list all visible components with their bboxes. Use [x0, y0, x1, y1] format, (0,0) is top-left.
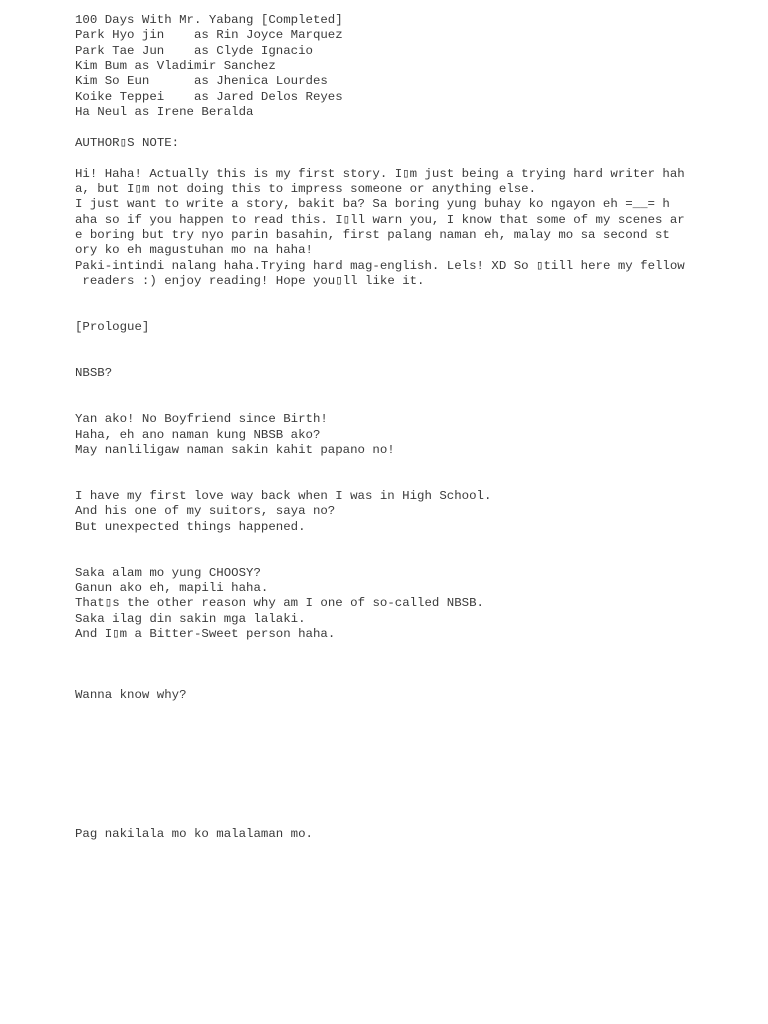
cast-line: Park Tae Jun as Clyde Ignacio: [75, 44, 313, 58]
authors-note-line: e boring but try nyo parin basahin, first palang naman eh, malay mo sa second st: [75, 228, 670, 242]
prologue-heading: [Prologue]: [75, 320, 150, 334]
prologue-line: Ganun ako eh, mapili haha.: [75, 581, 269, 595]
prologue-line: But unexpected things happened.: [75, 520, 306, 534]
nbsb-line: NBSB?: [75, 366, 113, 380]
prologue-line: And I▯m a Bitter-Sweet person haha.: [75, 627, 336, 641]
authors-note-line: aha so if you happen to read this. I▯ll warn you, I know that some of my scenes ar: [75, 213, 685, 227]
cast-line: Kim Bum as Vladimir Sanchez: [75, 59, 276, 73]
authors-note-line: Hi! Haha! Actually this is my first story. I▯m just being a trying hard writer hah: [75, 167, 685, 181]
authors-note-line: readers :) enjoy reading! Hope you▯ll like it.: [75, 274, 425, 288]
prologue-line: That▯s the other reason why am I one of so-called NBSB.: [75, 596, 484, 610]
cast-line: Park Hyo jin as Rin Joyce Marquez: [75, 28, 343, 42]
prologue-line: And his one of my suitors, saya no?: [75, 504, 336, 518]
authors-note-line: Paki-intindi nalang haha.Trying hard mag-english. Lels! XD So ▯till here my fellow: [75, 259, 685, 273]
prologue-line: May nanliligaw naman sakin kahit papano no!: [75, 443, 395, 457]
cast-line: Kim So Eun as Jhenica Lourdes: [75, 74, 328, 88]
authors-note-line: I just want to write a story, bakit ba? Sa boring yung buhay ko ngayon eh =__= h: [75, 197, 670, 211]
prologue-line: Saka ilag din sakin mga lalaki.: [75, 612, 306, 626]
prologue-line: Saka alam mo yung CHOOSY?: [75, 566, 261, 580]
question-line: Wanna know why?: [75, 688, 187, 702]
story-title: 100 Days With Mr. Yabang [Completed]: [75, 13, 343, 27]
prologue-line: Haha, eh ano naman kung NBSB ako?: [75, 428, 321, 442]
cast-line: Koike Teppei as Jared Delos Reyes: [75, 90, 343, 104]
cast-line: Ha Neul as Irene Beralda: [75, 105, 254, 119]
prologue-line: I have my first love way back when I was in High School.: [75, 489, 492, 503]
authors-note-line: ory ko eh magustuhan mo na haha!: [75, 243, 313, 257]
prologue-line: Yan ako! No Boyfriend since Birth!: [75, 412, 328, 426]
authors-note-line: a, but I▯m not doing this to impress someone or anything else.: [75, 182, 537, 196]
authors-note-heading: AUTHOR▯S NOTE:: [75, 136, 180, 150]
closing-line: Pag nakilala mo ko malalaman mo.: [75, 827, 313, 841]
